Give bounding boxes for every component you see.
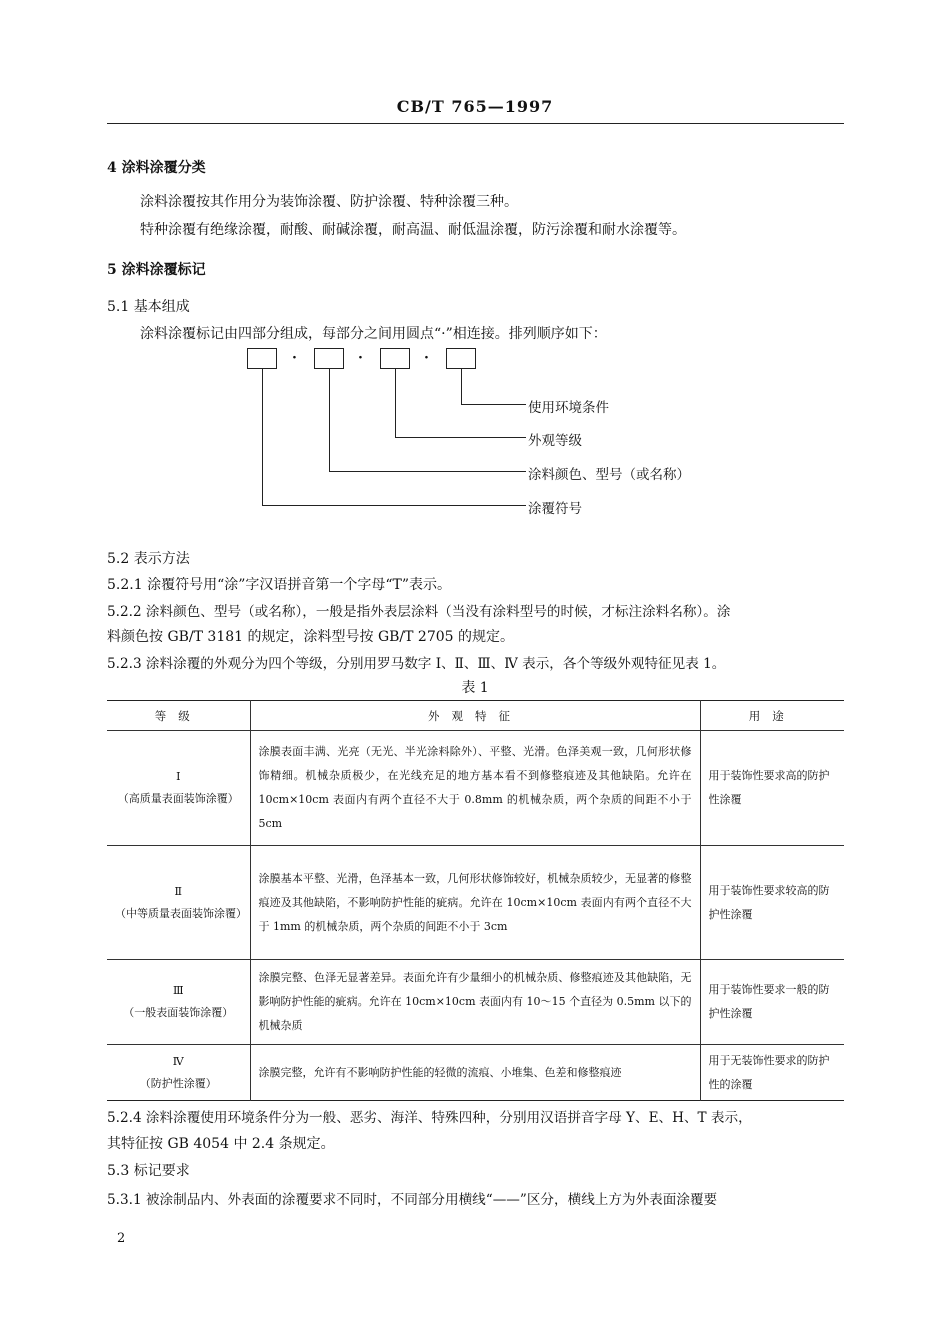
diagram-label-env: 使用环境条件 [528, 400, 609, 416]
diagram-dot-2: · [358, 350, 363, 366]
grade-cell [107, 731, 250, 846]
diagram-line-v4 [461, 369, 462, 404]
feature-cell: 涂膜基本平整、光滑，色泽基本一致，几何形状修饰较好，机械杂质较少，无显著的修整痕迹及其他缺陷，不影响防护性能的疵病。允许在 10cm×10cm 表面内有两个直径不大于 1mm 的机械杂质，两个杂质的间距不小于 3cm [250, 846, 700, 960]
section-5-2-4-line-2: 其特征按 GB 4054 中 2.4 条规定。 [107, 1136, 335, 1152]
grade-numeral: Ⅳ [172, 1054, 184, 1068]
diagram-line-v3 [395, 369, 396, 437]
diagram-label-paint: 涂料颜色、型号（或名称） [528, 467, 690, 483]
grade-numeral: Ⅰ [176, 770, 181, 783]
diagram-dot-3: · [424, 350, 429, 366]
section-5-3-title: 5.3 标记要求 [107, 1163, 190, 1179]
diagram-box-3 [380, 348, 410, 369]
diagram-box-1 [247, 348, 277, 369]
table-row [107, 960, 844, 1045]
diagram-line-h2 [329, 471, 526, 472]
grade-name: （高质量表面装饰涂覆） [117, 792, 239, 805]
grade-name: （防护性涂覆） [139, 1076, 217, 1090]
diagram-label-grade: 外观等级 [528, 433, 582, 449]
diagram-line-v2 [329, 369, 330, 471]
page-number: 2 [117, 1231, 126, 1246]
section-5-2-2-line-1: 5.2.2 涂料颜色、型号（或名称），一般是指外表层涂料（当没有涂料型号的时候，才标注涂料名称）。涂 [107, 604, 731, 620]
table-header-row [107, 701, 844, 731]
grade-cell [107, 960, 250, 1045]
diagram-box-2 [314, 348, 344, 369]
use-cell: 用于装饰性要求高的防护性涂覆 [700, 731, 844, 846]
feature-cell: 涂膜完整、色泽无显著差异。表面允许有少量细小的机械杂质、修整痕迹及其他缺陷，无影响防护性能的疵病。允许在 10cm×10cm 表面内有 10～15 个直径为 0.5mm 以下的机械杂质 [250, 960, 700, 1045]
section-5-2-title: 5.2 表示方法 [107, 551, 190, 567]
grade-name: （中等质量表面装饰涂覆） [115, 906, 247, 920]
section-4-para-2: 特种涂覆有绝缘涂覆，耐酸、耐碱涂覆，耐高温、耐低温涂覆，防污涂覆和耐水涂覆等。 [140, 222, 686, 238]
diagram-line-v1 [262, 369, 263, 505]
use-cell: 用于装饰性要求一般的防护性涂覆 [700, 960, 844, 1045]
section-5-3-1: 5.3.1 被涂制品内、外表面的涂覆要求不同时，不同部分用横线“——”区分，横线上方为外表面涂覆要 [107, 1192, 718, 1208]
diagram-line-h4 [461, 404, 526, 405]
section-4-title: 4 涂料涂覆分类 [107, 160, 206, 176]
table-caption: 表 1 [461, 680, 489, 696]
table-row [107, 731, 844, 846]
use-cell: 用于无装饰性要求的防护性的涂覆 [700, 1045, 844, 1101]
feature-cell: 涂膜表面丰满、光亮（无光、半光涂料除外）、平整、光滑。色泽美观一致，几何形状修饰精细。机械杂质极少，在光线充足的地方基本看不到修整痕迹及其他缺陷。允许在 10cm×10cm 表面内有两个直径不大于 0.8mm 的机械杂质，两个杂质的间距不小于 5cm [250, 731, 700, 846]
grade-cell [107, 846, 250, 960]
section-5-1-text: 涂料涂覆标记由四部分组成，每部分之间用圆点“·”相连接。排列顺序如下： [140, 326, 607, 342]
use-cell: 用于装饰性要求较高的防护性涂覆 [700, 846, 844, 960]
header-use: 用途 [700, 701, 844, 731]
feature-cell: 涂膜完整，允许有不影响防护性能的轻微的流痕、小堆集、色差和修整痕迹 [250, 1045, 700, 1101]
grade-numeral: Ⅲ [172, 984, 184, 997]
grade-cell [107, 1045, 250, 1101]
diagram-label-symbol: 涂覆符号 [528, 501, 582, 517]
page-header: CB/T 765—1997 [396, 97, 554, 116]
diagram-line-h3 [395, 437, 526, 438]
header-rule [107, 123, 844, 124]
section-5-title: 5 涂料涂覆标记 [107, 262, 206, 278]
header-grade: 等级 [154, 708, 202, 723]
section-5-2-1: 5.2.1 涂覆符号用“涂”字汉语拼音第一个字母“T”表示。 [107, 577, 452, 593]
grade-name: （一般表面装饰涂覆） [123, 1006, 234, 1019]
diagram-dot-1: · [292, 350, 297, 366]
diagram-box-4 [446, 348, 476, 369]
table-row [107, 1045, 844, 1101]
section-5-2-4-line-1: 5.2.4 涂料涂覆使用环境条件分为一般、恶劣、海洋、特殊四种，分别用汉语拼音字母 Y、E、H、T 表示， [107, 1110, 752, 1126]
section-5-2-2-line-2: 料颜色按 GB/T 3181 的规定，涂料型号按 GB/T 2705 的规定。 [107, 629, 515, 645]
grade-numeral: Ⅱ [174, 884, 182, 898]
section-5-2-3: 5.2.3 涂料涂覆的外观分为四个等级，分别用罗马数字 Ⅰ、Ⅱ、Ⅲ、Ⅳ 表示，各个等级外观特征见表 1。 [107, 656, 726, 672]
section-5-1-title: 5.1 基本组成 [107, 299, 190, 315]
diagram-line-h1 [262, 505, 526, 506]
section-4-para-1: 涂料涂覆按其作用分为装饰涂覆、防护涂覆、特种涂覆三种。 [140, 194, 518, 210]
table-row [107, 846, 844, 960]
appearance-grade-table [107, 700, 844, 1101]
header-feature: 外观特征 [250, 701, 700, 731]
